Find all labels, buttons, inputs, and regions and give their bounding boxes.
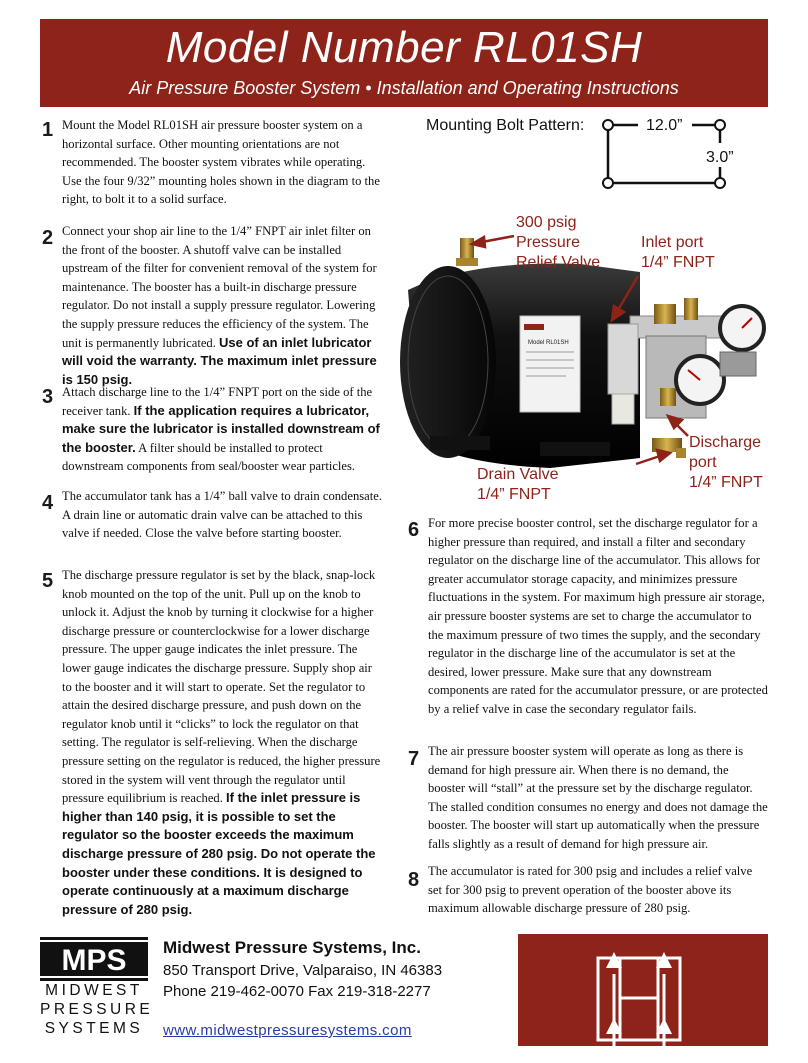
step-number: 2 [42,227,54,249]
step-text: Mount the Model RL01SH air pressure booster system on a horizontal surface. Other mounting orientations are not recommended. The booster system vibrates while operating. Use the four 9/32” mounting holes shown in the diagram to the right, to bolt it to a solid surface. [62,118,380,207]
mps-logo-mark [40,942,148,976]
callout-line: port [689,454,717,471]
step-text [62,566,384,919]
product-label-text: Model RL01SH [528,340,569,346]
bolt-hole-icon [715,178,725,188]
step-text: For more precise booster control, set the discharge regulator for a higher pressure than required, and install a filter and secondary regulator on the discharge line of the accumulator. This allows for greater accumulator storage capacity, and minimizes pressure fluctuations in the system. For maximum high pressure air storage, air pressure booster systems are set to charge the accumulator to the maximum pressure of two times the supply, and the secondary regulator in the discharge line of the accumulator is set at the desired, lower pressure. Make sure that any downstream components are rated for the accumulator pressure, or are protected by a relief valve in case the secondary regulator fails. [428,516,768,716]
callout-line: Discharge [689,434,762,451]
bolt-hole-icon [603,120,613,130]
mounting-pattern-label: Mounting Bolt Pattern: [426,117,585,134]
step-number: 1 [42,119,54,141]
logo-word: PRESSURE [40,1001,154,1018]
step-text: The accumulator is rated for 300 psig and includes a relief valve set for 300 psig to prevent operation of the booster above its maximum allowable discharge pressure of 280 psig. [428,864,753,916]
step-warning: If the application requires a lubricator, make sure the lubricator is installed downstream of the booster. [62,402,380,455]
step-text-body: Attach discharge line to the 1/4” FNPT port on the side of the receiver tank. [62,385,373,418]
step-text-body: The discharge pressure regulator is set by the black, snap-lock knob mounted on the top of the unit. Pull up on the knob to unlock it. Adjust the knob by turning it clockwise for a higher discharge pressure or counterclockwise for a lower discharge pressure. The upper gauge indicates the inlet pressure. The lower gauge indicates the discharge pressure. Supply shop air to the booster and it will start to operate. Set the regulator to attain the desired discharge pressure, and push down on the regulator knob until it “clicks” to lock the regulator on that setting. The regulator is self-relieving. When the discharge pressure setting on the regulator is reduced, the higher pressure stored in the system will vent through the regulator until pressure equilibrium is reached. [62,568,381,806]
relief-arrow-icon [482,236,514,242]
step-text: The air pressure booster system will operate as long as there is demand for high pressure air. When there is no demand, the booster will “stall” at the pressure set by the discharge regulator. The stalled condition consumes no energy and does not damage the booster. The booster will start up automatically when the pressure falls slightly as a result of demand for high pressure air. [428,744,768,851]
company-name: Midwest Pressure Systems, Inc. [163,938,421,957]
step-warning: Use of an inlet lubricator will void the warranty. The maximum inlet pressure is 150 psig. [62,334,377,387]
company-address: 850 Transport Drive, Valparaiso, IN 46383 [163,962,443,979]
mounting-height: 3.0” [706,149,734,166]
step-number: 4 [42,492,54,514]
step-number: 5 [42,570,54,592]
step-number: 7 [408,748,420,770]
step-number: 3 [42,386,54,408]
callout-line: Relief Valve [516,254,601,271]
inlet-arrow-icon [618,276,638,310]
mps-logo [40,937,154,1038]
drain-arrow-icon [636,456,660,464]
step-text-body: Connect your shop air line to the 1/4” FNPT air inlet filter on the front of the booster. A shutoff valve can be installed upstream of the filter for convenient removal of the system for maintenance. The booster has a built-in discharge pressure regulator. Do not install a supply pressure regulator. Lowering the supply pressure reduces the efficiency of the system. The unit is permanently lubricated. [62,224,377,350]
header-banner [40,19,768,107]
callout-line: Inlet port [641,234,704,251]
step-text: The accumulator tank has a 1/4” ball valve to drain condensate. A drain line or automatic drain valve can be attached to this valve if needed. Close the valve before starting booster. [62,489,382,541]
step-warning: If the inlet pressure is higher than 140 psig, it is possible to set the regulator so the booster exceeds the maximum discharge pressure of 280 psig. Do not operate the booster under these conditions. It is designed to operate continuously at a maximum discharge pressure of 280 psig. [62,790,376,917]
step-text-tail: A filter should be installed to protect downstream components from seal/booster wear particles. [62,440,356,474]
callout-line: 1/4” FNPT [641,254,715,271]
step-number: 6 [408,519,420,541]
h-emblem-logo [518,934,768,1046]
bolt-hole-icon [603,178,613,188]
callout-arrows [460,210,780,500]
step-text [62,222,382,389]
bolt-hole-icon [715,120,725,130]
step-number: 8 [408,869,420,891]
logo-word: SYSTEMS [44,1020,144,1037]
step-text [62,383,384,476]
callout-line: Pressure [516,234,581,251]
company-phone: Phone 219-462-0070 Fax 219-318-2277 [163,983,431,1000]
mounting-width: 12.0” [646,117,683,134]
logo-word: MIDWEST [45,982,143,999]
callout-line: 1/4” FNPT [477,486,551,503]
page-title: Model Number RL01SH [165,23,643,72]
page-subtitle: Air Pressure Booster System • Installation and Operating Instructions [129,78,679,98]
callout-line: Drain Valve [477,466,559,483]
mps-logo-letters: MPS [61,944,127,976]
callout-line: 1/4” FNPT [689,474,763,491]
callout-line: 300 psig [516,214,577,231]
website-link[interactable]: www.midwestpressuresystems.com [163,1022,412,1039]
